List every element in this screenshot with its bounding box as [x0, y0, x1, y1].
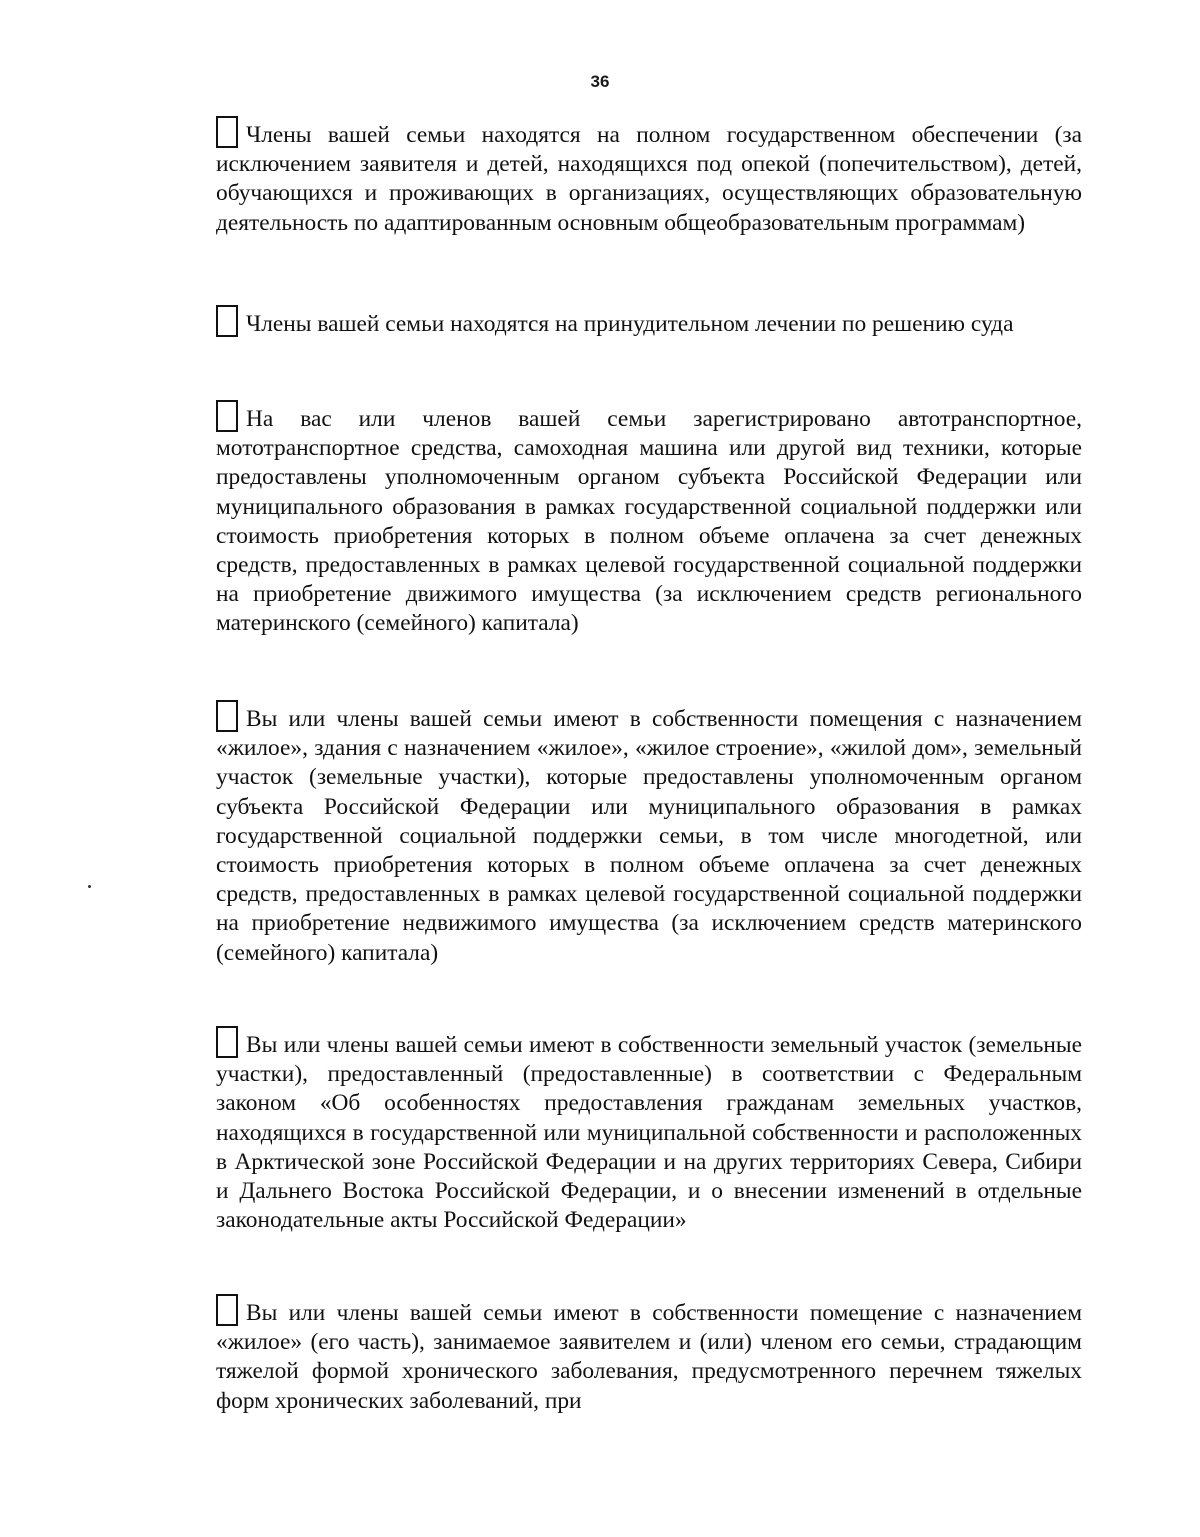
list-item: [216, 1294, 1082, 1416]
checkbox-land-plot[interactable]: [216, 1026, 238, 1058]
list-item: [216, 116, 1082, 238]
checkbox-compulsory-treatment[interactable]: [216, 305, 238, 337]
list-item: [216, 305, 1082, 339]
list-item: [216, 400, 1082, 639]
item-text: Вы или члены вашей семьи имеют в собственности помещения с назначением «жилое», здания с назначением «жилое», «жилое строение», «жилой дом», земельный участок (земельные участки), которые предоставлены уполномоченным органом субъекта Российской Федерации или муниципального образования в рамках государственной социальной поддержки семьи, в том числе многодетной, или стоимость приобретения которых в полном объеме оплачена за счет денежных средств, предоставленных в рамках целевой государственной социальной поддержки на приобретение недвижимого имущества (за исключением средств материнского (семейного) капитала): [216, 706, 1082, 966]
scan-speck: [88, 885, 91, 888]
list-item: [216, 1026, 1082, 1235]
checkbox-full-state-support[interactable]: [216, 116, 238, 148]
checkbox-occupied-residence[interactable]: [216, 1294, 238, 1326]
checkbox-residential-property[interactable]: [216, 700, 238, 732]
item-text: Вы или члены вашей семьи имеют в собственности помещение с назначением «жилое» (его часть), занимаемое заявителем и (или) членом его семьи, страдающим тяжелой формой хронического заболевания, предусмотренного перечнем тяжелых форм хронических заболеваний, при: [216, 1300, 1082, 1414]
item-text: На вас или членов вашей семьи зарегистрировано автотранспортное, мототранспортное средства, самоходная машина или другой вид техники, которые предоставлены уполномоченным органом субъекта Российской Федерации или муниципального образования в рамках государственной социальной поддержки или стоимость приобретения которых в полном объеме оплачена за счет денежных средств, предоставленных в рамках целевой государственной социальной поддержки на приобретение движимого имущества (за исключением средств регионального материнского (семейного) капитала): [216, 406, 1082, 637]
item-text: Члены вашей семьи находятся на полном государственном обеспечении (за исключением заявителя и детей, находящихся под опекой (попечительством), детей, обучающихся и проживающих в организациях, осуществляющих образовательную деятельность по адаптированным основным общеобразовательным программам): [216, 122, 1082, 236]
item-text: Вы или члены вашей семьи имеют в собственности земельный участок (земельные участки), предоставленный (предоставленные) в соответствии с Федеральным законом «Об особенностях предоставления гражданам земельных участков, находящихся в государственной или муниципальной собственности и расположенных в Арктической зоне Российской Федерации и на других территориях Севера, Сибири и Дальнего Востока Российской Федерации, и о внесении изменений в отдельные законодательные акты Российской Федерации»: [216, 1032, 1082, 1234]
list-item: [216, 700, 1082, 968]
page-number: 36: [590, 72, 610, 91]
item-text: Члены вашей семьи находятся на принудительном лечении по решению суда: [246, 311, 1014, 337]
checkbox-vehicle-registered[interactable]: [216, 400, 238, 432]
